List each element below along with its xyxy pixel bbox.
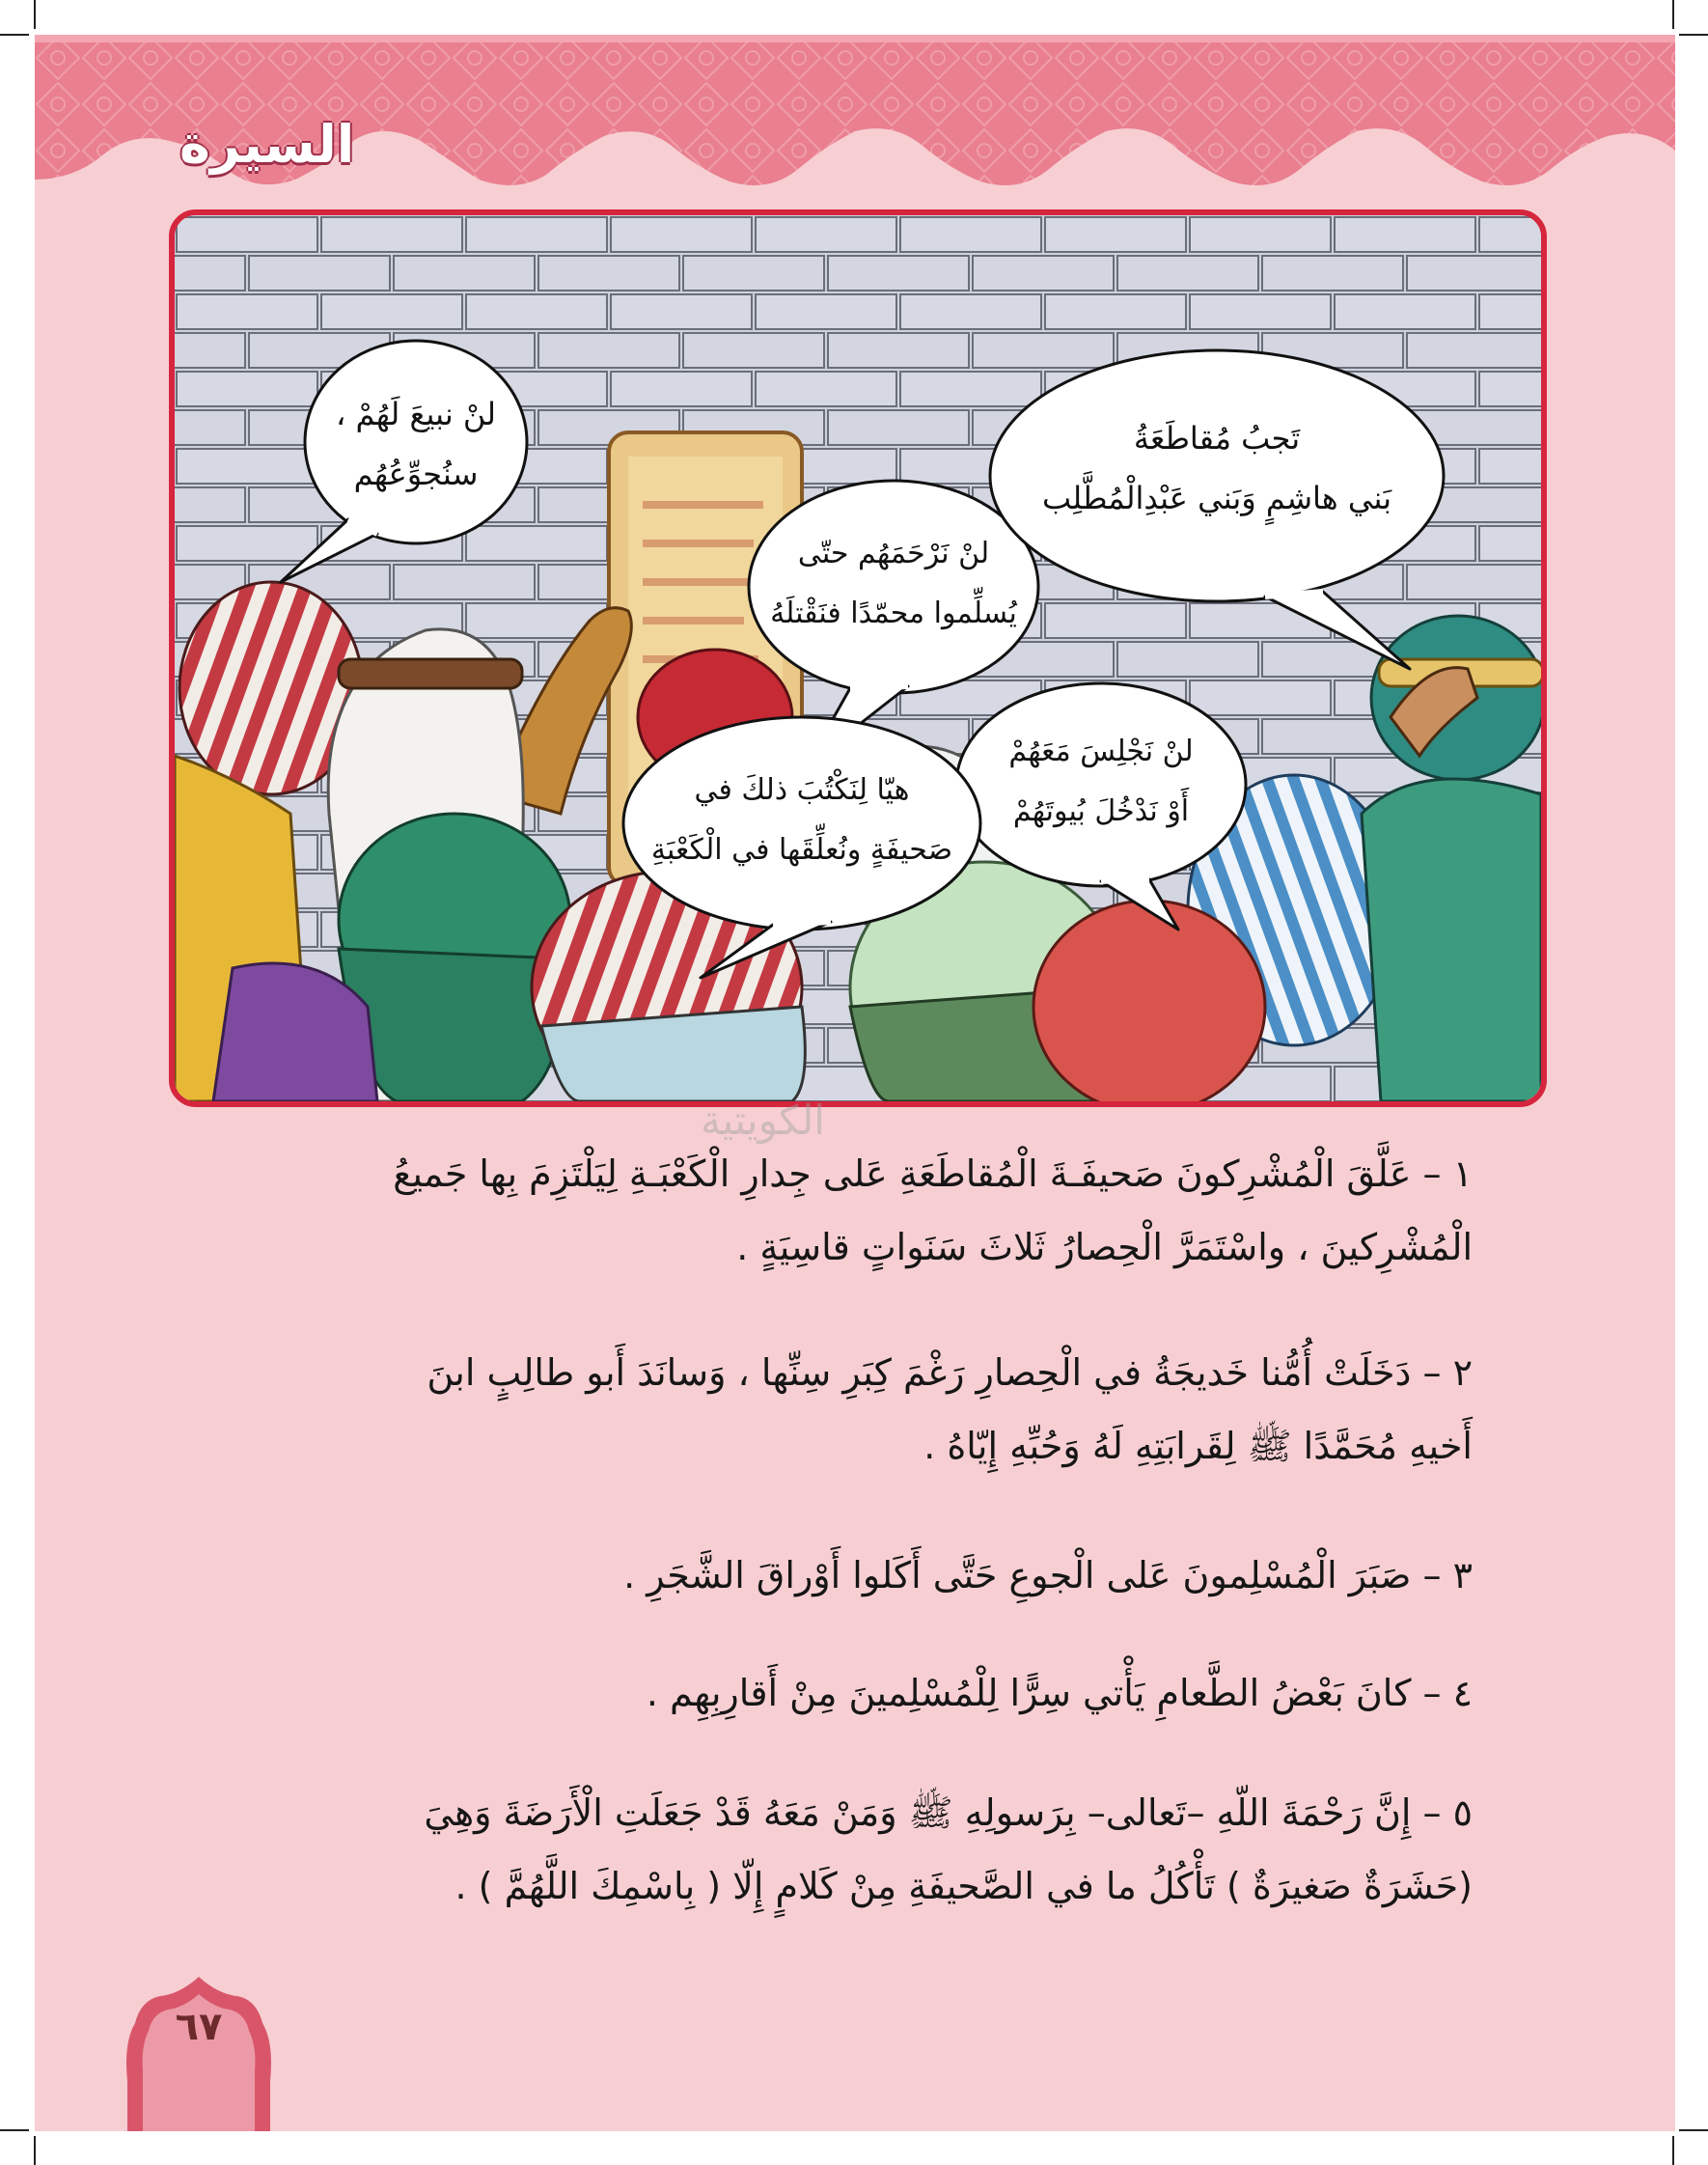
bubble-line: يُسلِّموا محمّدًا فنَقْتلَهُ xyxy=(770,597,1017,630)
textbook-page xyxy=(35,35,1675,2131)
page-number: ٦٧ xyxy=(175,2005,223,2049)
crop-mark xyxy=(34,0,36,29)
bubble-line: هيّا لِنَكْتُبَ ذلكَ في xyxy=(694,773,910,807)
section-title: السيرة xyxy=(179,114,355,175)
speech-bubble-4-text xyxy=(966,722,1236,842)
bubble-line: لنْ نَرْحَمَهُم حتّى xyxy=(797,537,990,570)
paragraph-line: (حَشَرَةٌ صَغيرَةٌ ) تَأْكُلُ ما في الصَّحيفَةِ مِنْ كَلامٍ إِلّا ( بِاسْمِكَ اللَّهُمَّ ) . xyxy=(455,1865,1473,1907)
crop-mark xyxy=(1679,34,1708,36)
paragraph-line: ٣ – صَبَرَ الْمُسْلِمونَ عَلى الْجوعِ حَتَّى أَكَلوا أَوْراقَ الشَّجَرِ . xyxy=(623,1554,1473,1596)
illustration-scene xyxy=(175,215,1541,1101)
paragraph-line: ٥ – إِنَّ رَحْمَةَ اللّهِ –تَعالى– بِرَسولِهِ ﷺ وَمَنْ مَعَهُ قَدْ جَعَلَتِ الْأَرَضَةَ وَهِيَ xyxy=(424,1791,1473,1834)
bubble-line: لنْ نبيعَ لَهُمْ ، xyxy=(336,396,496,432)
paragraph-4 xyxy=(199,1656,1473,1730)
speech-bubble-5-text xyxy=(638,761,966,880)
paragraph-1 xyxy=(199,1137,1473,1284)
paragraph-5 xyxy=(199,1776,1473,1923)
speech-bubble-3-text xyxy=(1005,408,1429,528)
paragraph-line: أَخيهِ مُحَمَّدًا ﷺ لِقَرابَتِهِ لَهُ وَحُبِّهِ إِيّاهُ . xyxy=(923,1425,1473,1467)
bubble-line: سنُجوِّعُهُم xyxy=(353,456,479,492)
crop-mark xyxy=(1672,2136,1674,2165)
paragraph-2 xyxy=(199,1336,1473,1483)
story-illustration xyxy=(169,209,1547,1107)
bubble-line: أَوْ نَدْخُلَ بُيوتَهُمْ xyxy=(1012,794,1190,828)
crop-mark xyxy=(1679,2129,1708,2131)
crop-mark xyxy=(34,2136,36,2165)
bubble-line: صَحيفَةٍ ونُعلِّقَها في الْكَعْبَةِ xyxy=(650,833,953,867)
bubble-line: بَني هاشِمٍ وَبَني عَبْدِالْمُطَّلِب xyxy=(1041,480,1392,516)
speech-bubble-2-text xyxy=(758,524,1029,644)
watermark-text: الكويتية xyxy=(701,1096,825,1144)
crop-mark xyxy=(0,2129,29,2131)
bubble-line: تَجبُ مُقاطَعَةُ xyxy=(1133,420,1301,457)
page-number-badge xyxy=(122,1975,276,2131)
crop-mark xyxy=(1672,0,1674,29)
bubble-line: لنْ نَجْلِسَ مَعَهُمْ xyxy=(1008,735,1194,768)
paragraph-3 xyxy=(199,1539,1473,1612)
speech-bubble-1-text xyxy=(319,384,512,504)
crop-mark xyxy=(0,34,29,36)
paragraph-line: الْمُشْرِكينَ ، واسْتَمَرَّ الْحِصارُ ثَلاثَ سَنَواتٍ قاسِيَةٍ . xyxy=(736,1226,1473,1268)
paragraph-line: ٤ – كانَ بَعْضُ الطَّعامِ يَأْتي سِرًّا لِلْمُسْلِمينَ مِنْ أَقارِبِهِم . xyxy=(646,1672,1473,1714)
paragraph-line: ١ – عَلَّقَ الْمُشْرِكونَ صَحيفَـةَ الْمُقاطَعَةِ عَلى جِدارِ الْكَعْبَـةِ لِيَلْتَزِمَ بِها جَميعُ xyxy=(393,1152,1473,1195)
paragraph-line: ٢ – دَخَلَتْ أُمُّنا خَديجَةُ في الْحِصارِ رَغْمَ كِبَرِ سِنِّها ، وَسانَدَ أَبو طالِبٍ ابنَ xyxy=(427,1351,1473,1394)
